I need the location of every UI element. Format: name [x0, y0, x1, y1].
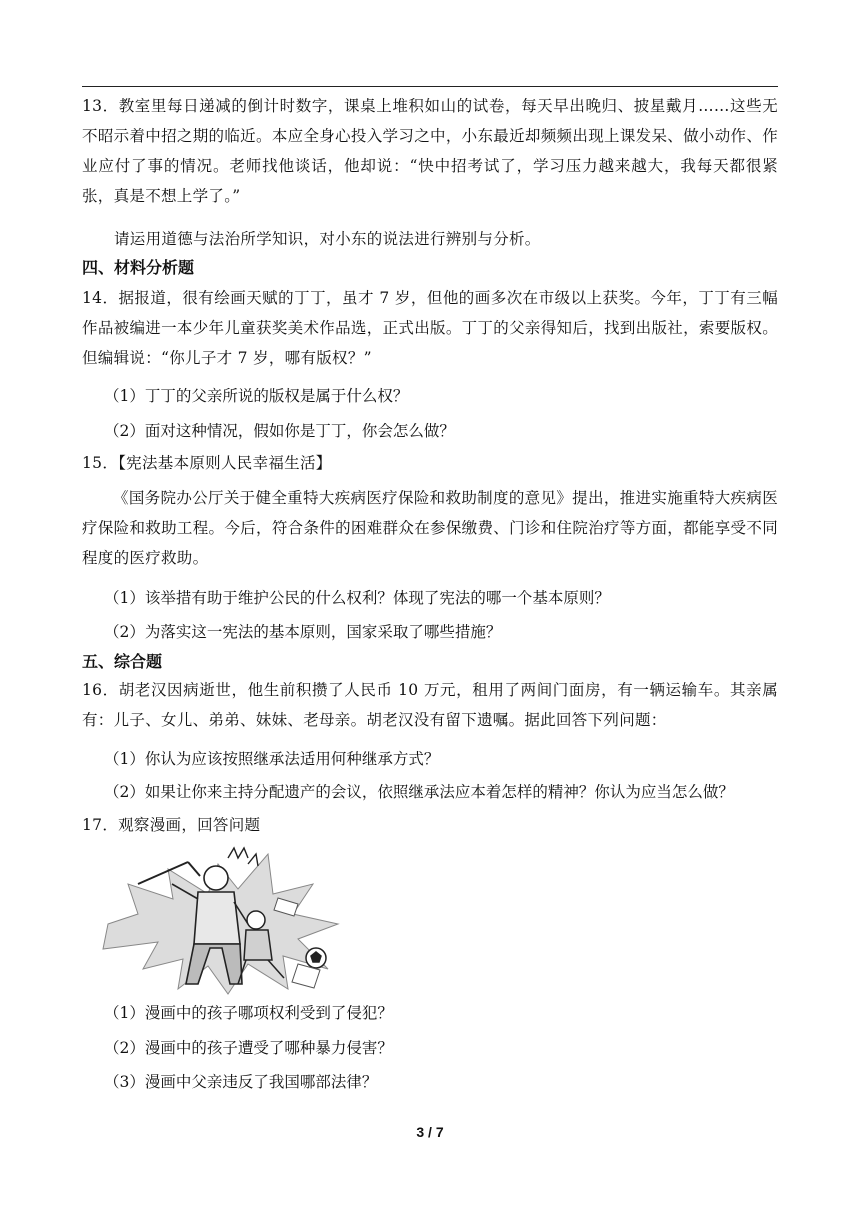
- section-4-heading: 四、材料分析题: [82, 258, 195, 277]
- question-14-text: 14．据报道，很有绘画天赋的丁丁，虽才 7 岁，但他的画多次在市级以上获奖。今年，丁丁有三幅作品被编进一本少年儿童获奖美术作品选，正式出版。丁丁的父亲得知后，找到出版社，索要版权。但编辑说：“你儿子才 7 岁，哪有版权？”: [82, 289, 778, 367]
- question-15-sub2: （2）为落实这一宪法的基本原则，国家采取了哪些措施？: [104, 623, 502, 641]
- question-15-title: 15．【宪法基本原则人民幸福生活】: [82, 454, 332, 472]
- question-16-text: 16．胡老汉因病逝世，他生前积攒了人民币 10 万元，租用了两间门面房，有一辆运输车。其亲属有：儿子、女儿、弟弟、妹妹、老母亲。胡老汉没有留下遗嘱。据此回答下列问题：: [82, 681, 778, 729]
- cartoon-father-beating-child-image: [98, 844, 358, 996]
- question-17-sub1: （1）漫画中的孩子哪项权利受到了侵犯？: [104, 1004, 393, 1022]
- question-14-sub1: （1）丁丁的父亲所说的版权是属于什么权？: [104, 387, 409, 405]
- header-rule: [82, 86, 778, 87]
- question-17-sub3: （3）漫画中父亲违反了我国哪部法律？: [104, 1073, 378, 1091]
- question-13-text: 13．教室里每日递减的倒计时数字，课桌上堆积如山的试卷，每天早出晚归、披星戴月……这些无不昭示着中招之期的临近。本应全身心投入学习之中，小东最近却频频出现上课发呆、做小动作、作业应付了事的情况。老师找他谈话，他却说：“快中招考试了，学习压力越来越大，我每天都很紧张，真是不想上学了。”: [82, 97, 778, 205]
- question-15-sub1: （1）该举措有助于维护公民的什么权利？体现了宪法的哪一个基本原则？: [104, 589, 610, 607]
- question-16-sub2: （2）如果让你来主持分配遗产的会议，依照继承法应本着怎样的精神？你认为应当怎么做？: [104, 783, 734, 801]
- question-13-prompt: 请运用道德与法治所学知识，对小东的说法进行辨别与分析。: [114, 230, 541, 248]
- section-5-heading: 五、综合题: [82, 652, 163, 671]
- question-14-sub2: （2）面对这种情况，假如你是丁丁，你会怎么做？: [104, 422, 455, 440]
- question-15-text: 《国务院办公厅关于健全重特大疾病医疗保险和救助制度的意见》提出，推进实施重特大疾病医疗保险和救助工程。今后，符合条件的困难群众在参保缴费、门诊和住院治疗等方面，都能享受不同程度的医疗救助。: [82, 489, 778, 567]
- question-17-sub2: （2）漫画中的孩子遭受了哪种暴力侵害？: [104, 1039, 393, 1057]
- question-16-sub1: （1）你认为应该按照继承法适用何种继承方式？: [104, 750, 440, 768]
- page-number: 3 / 7: [416, 1124, 444, 1140]
- question-17-title: 17．观察漫画，回答问题: [82, 816, 261, 834]
